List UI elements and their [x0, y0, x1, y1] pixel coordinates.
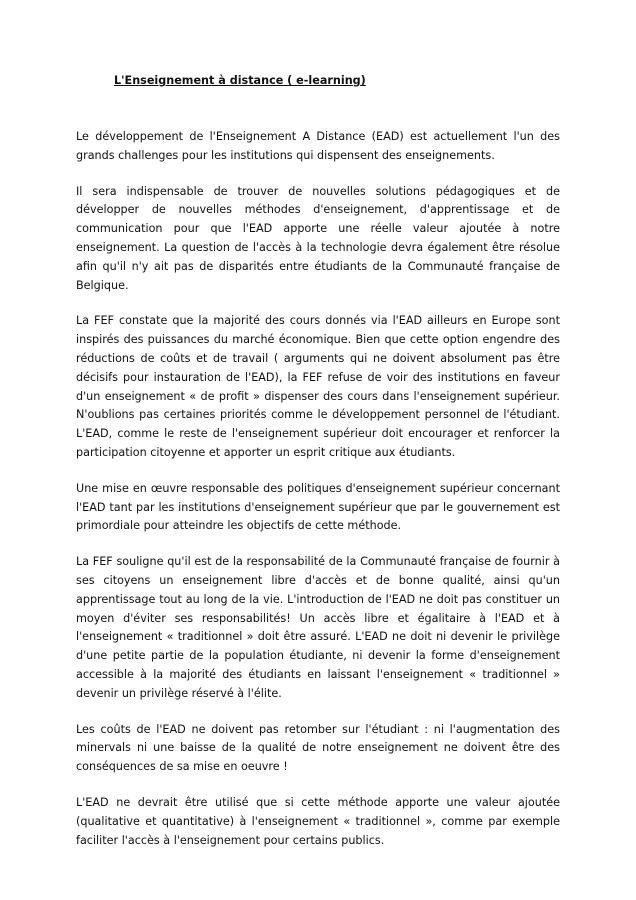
paragraph-6: Les coûts de l'EAD ne doivent pas retomber sur l'étudiant : ni l'augmentation des minervals ni une baisse de la qualité de notre enseignement ne doivent être des conséquences de sa mise en oeuvre ! — [76, 722, 560, 774]
paragraph-2: Il sera indispensable de trouver de nouvelles solutions pédagogiques et de développer de nouvelles méthodes d'enseignement, d'apprentissage et de communication pour que l'EAD apporte une réelle valeur ajoutée à notre enseignement. La question de l'accès à la technologie devra également être résolue afin qu'il n'y ait pas de disparités entre étudiants de la Communauté française de Belgique. — [76, 184, 560, 292]
paragraph-1: Le développement de l'Enseignement A Distance (EAD) est actuellement l'un des grands challenges pour les institutions qui dispensent des enseignements. — [76, 130, 560, 162]
paragraph-5: La FEF souligne qu'il est de la responsabilité de la Communauté française de fournir à ses citoyens un enseignement libre d'accès et de bonne qualité, ainsi qu'un apprentissage tout au long de la vie. L'introduction de l'EAD ne doit pas constituer un moyen d'éviter ses responsabilités! Un accès libre et égalitaire à l'EAD et à l'enseignement « traditionnel » doit être assuré. L'EAD ne doit ni devenir le privilège d'une petite partie de la population étudiante, ni devenir la forme d'enseignement accessible à la majorité des étudiants en laissant l'enseignement « traditionnel » devenir un privilège réservé à l'élite. — [76, 555, 560, 700]
paragraph-4: Une mise en œuvre responsable des politiques d'enseignement supérieur concernant l'EAD tant par les institutions d'enseignement supérieur que par le gouvernement est primordiale pour atteindre les objectifs de cette méthode. — [76, 481, 560, 533]
document-title: L'Enseignement à distance ( e-learning) — [114, 74, 366, 87]
paragraph-7: L'EAD ne devrait être utilisé que si cette méthode apporte une valeur ajoutée (qualitative et quantitative) à l'enseignement « traditionnel », comme par exemple faciliter l'accès à l'enseignement pour certains publics. — [76, 795, 560, 847]
paragraph-3: La FEF constate que la majorité des cours donnés via l'EAD ailleurs en Europe sont inspirés des puissances du marché économique. Bien que cette option engendre des réductions de coûts et de travail ( arguments qui ne doivent absolument pas être décisifs pour instauration de l'EAD), la FEF refuse de voir des institutions en faveur d'un enseignement « de profit » dispenser des cours dans l'enseignement supérieur. N'oublions pas certaines priorités comme le développement personnel de l'étudiant. L'EAD, comme le reste de l'enseignement supérieur doit encourager et renforcer la participation citoyenne et apporter un esprit critique aux étudiants. — [76, 314, 560, 459]
